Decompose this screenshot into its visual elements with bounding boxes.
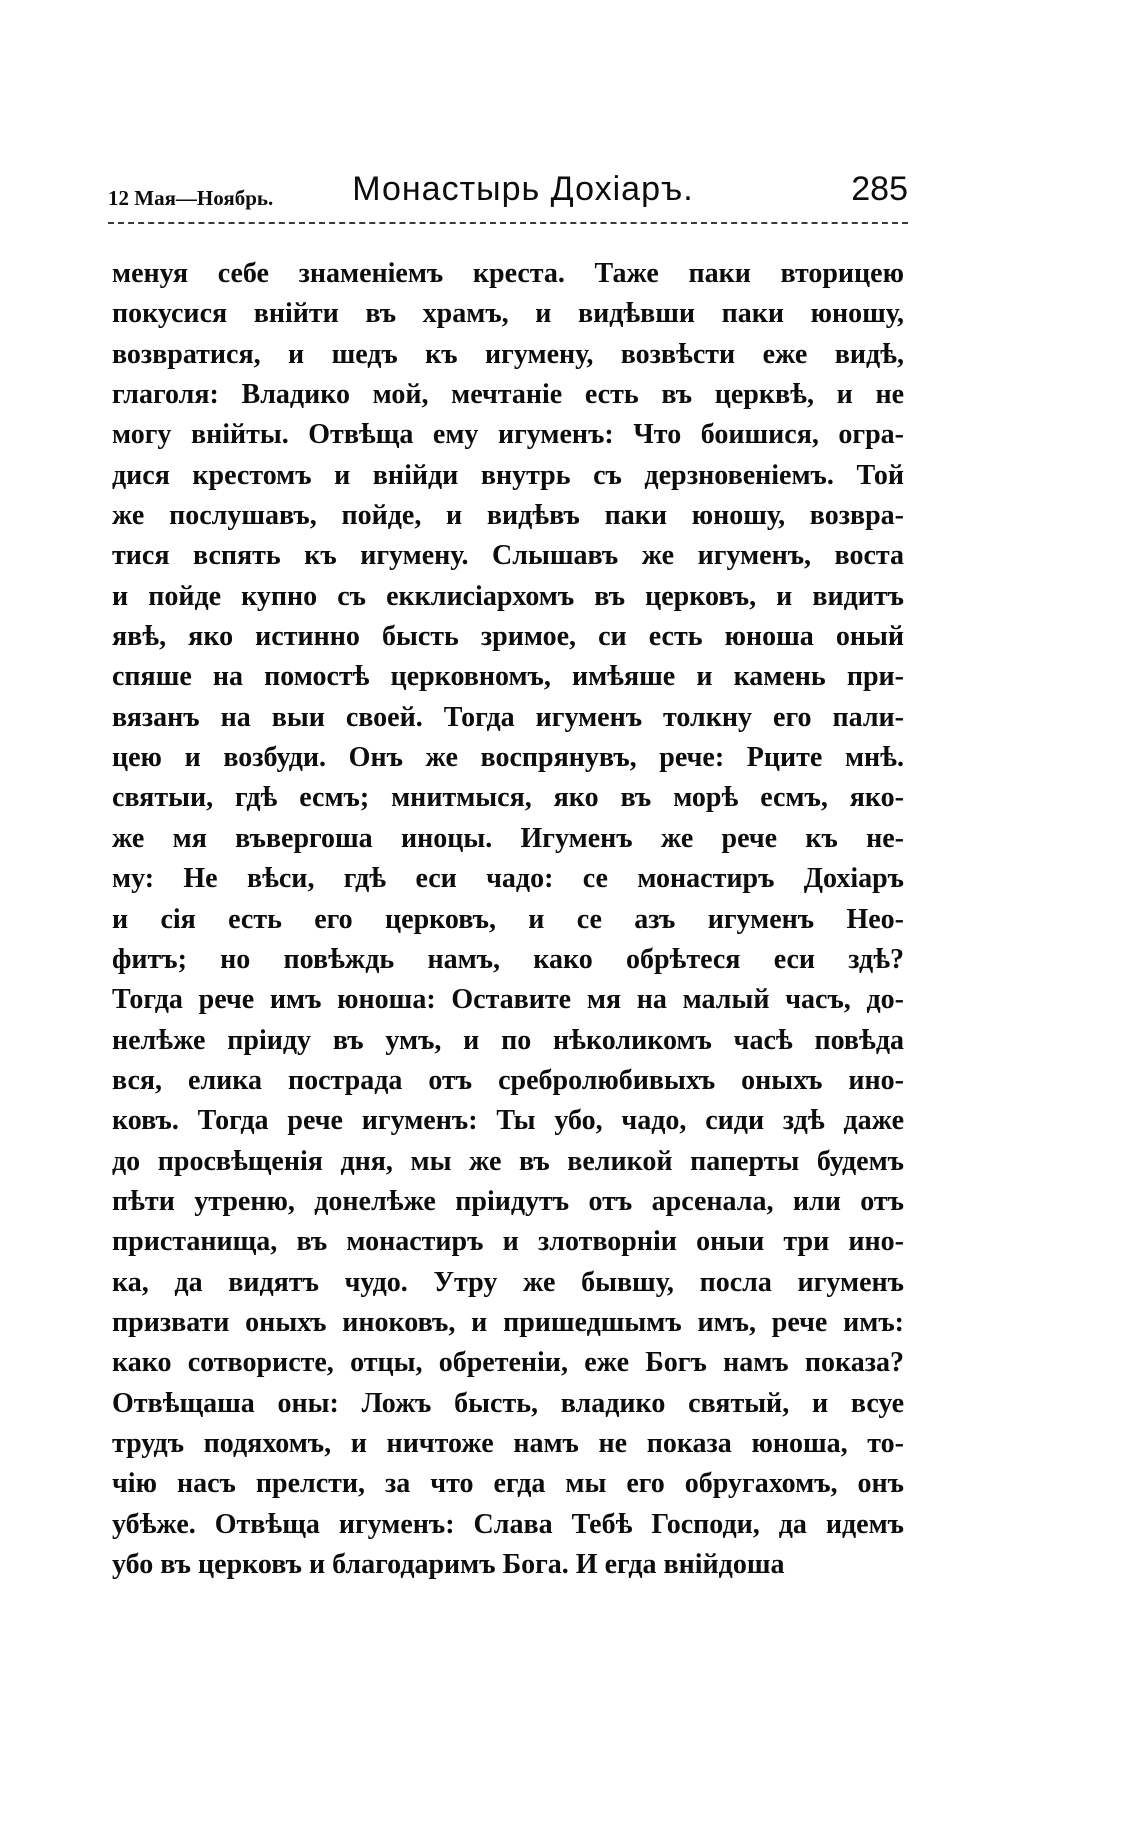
text-line: ка, да видятъ чудо. Утру же бывшу, посла игуменъ	[112, 1266, 904, 1298]
text-line: до просвѣщенія дня, мы же въ великой паперты будемъ	[112, 1145, 904, 1177]
text-line: призвати оныхъ иноковъ, и пришедшымъ имъ, рече имъ:	[112, 1306, 904, 1338]
text-line: ковъ. Тогда рече игуменъ: Ты убо, чадо, сиди здѣ даже	[112, 1105, 904, 1137]
text-line: убѣже. Отвѣща игуменъ: Слава Тебѣ Господи, да идемъ	[112, 1508, 904, 1540]
text-line: и сія есть его церковъ, и се азъ игуменъ Нео-	[112, 903, 904, 935]
text-line: возвратися, и шедъ къ игумену, возвѣсти еже видѣ,	[112, 338, 904, 370]
text-line: трудъ подяхомъ, и ничтоже намъ не показа юноша, то-	[112, 1427, 904, 1459]
text-line: фитъ; но повѣждь намъ, како обрѣтеся еси здѣ?	[112, 943, 904, 975]
text-line: убо въ церковъ и благодаримъ Бога. И егда внійдоша	[112, 1549, 785, 1580]
text-line: дися крестомъ и внійди внутрь съ дерзновеніемъ. Той	[112, 459, 904, 491]
text-line: вязанъ на выи своей. Тогда игуменъ толкну его пали-	[112, 701, 904, 733]
text-line: му: Не вѣси, гдѣ еси чадо: се монастиръ Дохіаръ	[112, 863, 904, 895]
text-line: могу внійты. Отвѣща ему игуменъ: Что боишися, огра-	[112, 419, 904, 451]
text-line: святыи, гдѣ есмъ; мнитмыся, яко въ морѣ есмъ, яко-	[112, 782, 904, 814]
text-line: пѣти утреню, донелѣже пріидутъ отъ арсенала, или отъ	[112, 1185, 904, 1217]
header-date-range: 12 Мая—Ноябрь.	[108, 186, 274, 210]
text-line: како сотвористе, отцы, обретеніи, еже Богъ намъ показа?	[112, 1347, 904, 1379]
text-line: Тогда рече имъ юноша: Оставите мя на малый часъ, до-	[112, 984, 904, 1016]
page-number: 285	[851, 170, 908, 208]
text-line: же послушавъ, пойде, и видѣвъ паки юношу, возвра-	[112, 500, 904, 532]
text-line: и пойде купно съ екклисіархомъ въ церковъ, и видитъ	[112, 580, 904, 612]
text-line: цею и возбуди. Онъ же воспрянувъ, рече: Рците мнѣ.	[112, 742, 904, 774]
header-title: Монастырь Дохіаръ.	[352, 170, 694, 208]
text-line: явѣ, яко истинно бысть зримое, си есть юноша оный	[112, 621, 904, 653]
text-line: глаголя: Владико мой, мечтаніе есть въ церквѣ, и не	[112, 379, 904, 411]
text-line: тися вспять къ игумену. Слышавъ же игуменъ, воста	[112, 540, 904, 572]
text-line: менуя себе знаменіемъ креста. Таже паки вторицею	[112, 258, 904, 289]
text-line: нелѣже пріиду въ умъ, и по нѣколикомъ часѣ повѣда	[112, 1024, 904, 1056]
text-line: пристанища, въ монастиръ и злотворніи оныи три ино-	[112, 1226, 904, 1258]
text-line: чію насъ прелсти, за что егда мы его обругахомъ, онъ	[112, 1468, 904, 1500]
text-line: вся, елика пострада отъ сребролюбивыхъ оныхъ ино-	[112, 1064, 904, 1096]
text-line: покусися внійти въ храмъ, и видѣвши паки юношу,	[112, 298, 904, 330]
body-text	[112, 254, 904, 1585]
running-head	[108, 170, 908, 220]
header-rule	[108, 222, 908, 224]
text-line: же мя въвергоша иноцы. Игуменъ же рече къ не-	[112, 822, 904, 854]
text-line: Отвѣщаша оны: Ложъ бысть, владико святый, и всуе	[112, 1387, 904, 1419]
text-line: спяше на помостѣ церковномъ, имѣяше и камень при-	[112, 661, 904, 693]
